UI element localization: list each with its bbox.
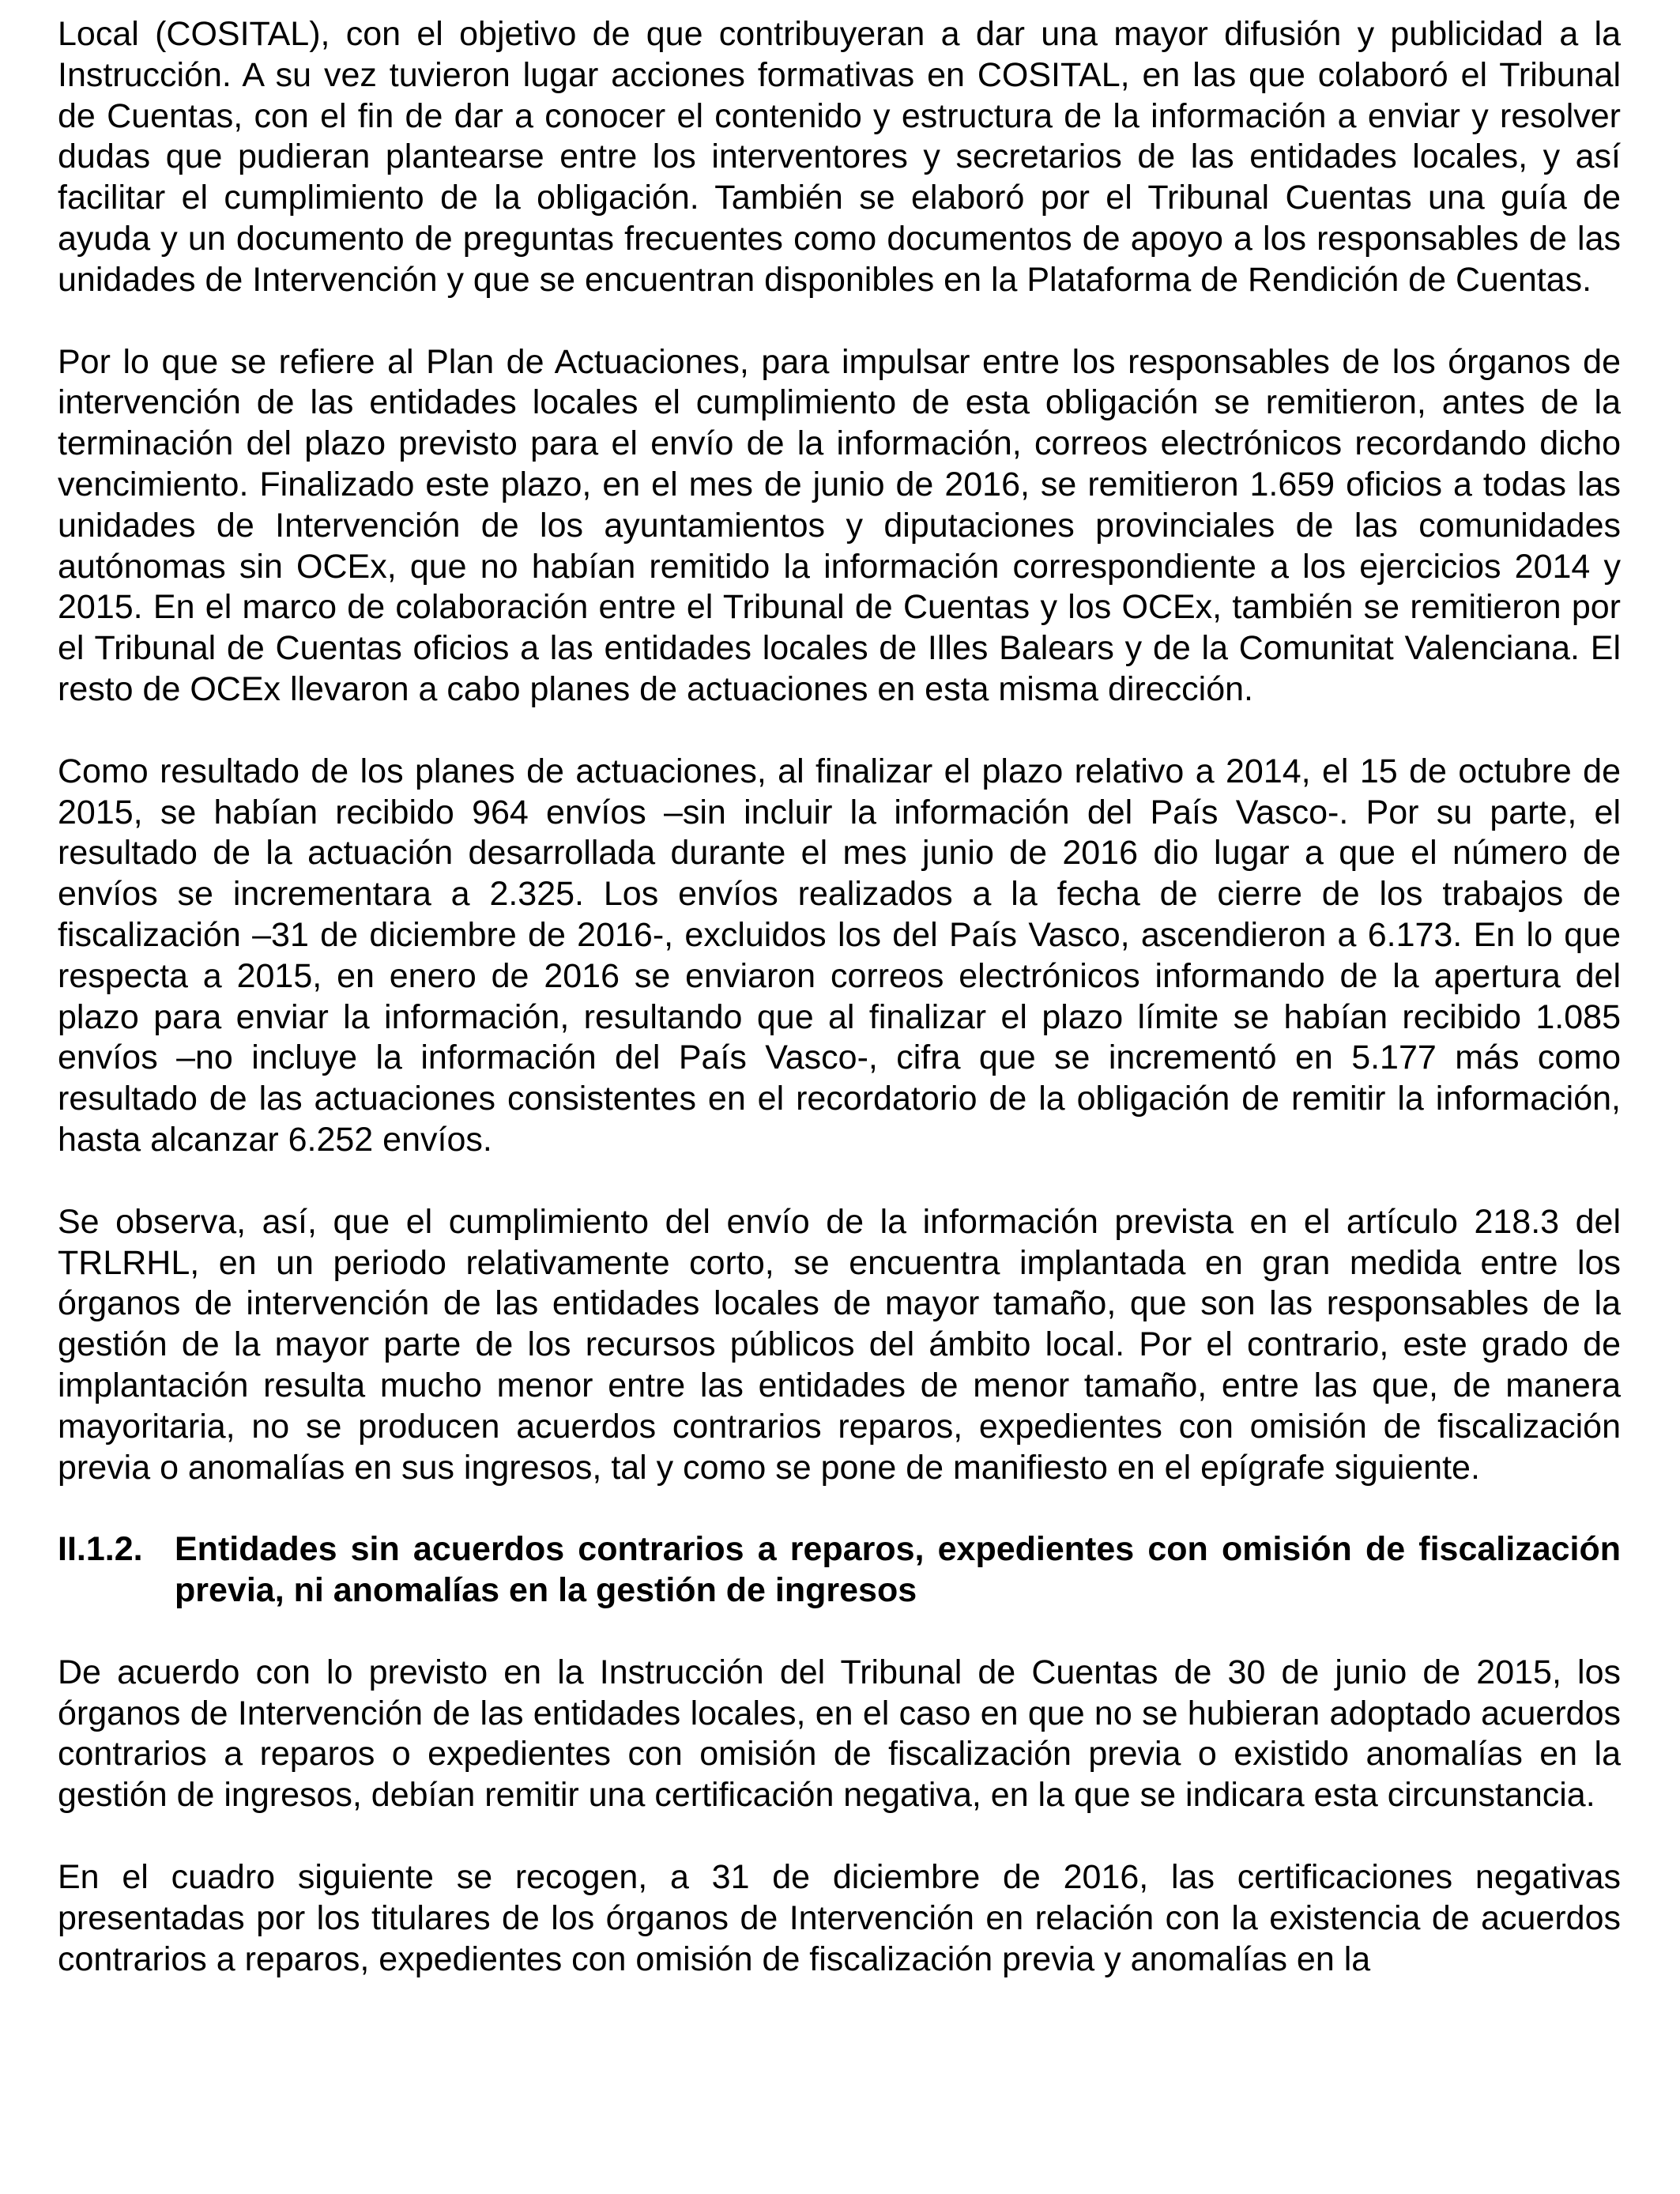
paragraph-cosital: Local (COSITAL), con el objetivo de que contribuyeran a dar una mayor difusión y publicidad a la Instrucción. A su vez tuvieron lugar acciones formativas en COSITAL, en las que colaboró el Tribunal de Cuentas, con el fin de dar a conocer el contenido y estructura de la información a enviar y resolver dudas que pudieran plantearse entre los interventores y secretarios de las entidades locales, y así facilitar el cumplimiento de la obligación. También se elaboró por el Tribunal Cuentas una guía de ayuda y un documento de preguntas frecuentes como documentos de apoyo a los responsables de las unidades de Intervención y que se encuentran disponibles en la Plataforma de Rendición de Cuentas.: [58, 15, 1621, 299]
section-title: Entidades sin acuerdos contrarios a reparos, expedientes con omisión de fiscalización previa, ni anomalías en la gestión de ingresos: [175, 1530, 1621, 1610]
paragraph-instruccion: De acuerdo con lo previsto en la Instrucción del Tribunal de Cuentas de 30 de junio de 2015, los órganos de Intervención de las entidades locales, en el caso en que no se hubieran adoptado acuerdos contrarios a reparos o expedientes con omisión de fiscalización previa o existido anomalías en la gestión de ingresos, debían remitir una certificación negativa, en la que se indicara esta circunstancia.: [58, 1653, 1621, 1815]
paragraph-observacion: Se observa, así, que el cumplimiento del envío de la información prevista en el artículo 218.3 del TRLRHL, en un periodo relativamente corto, se encuentra implantada en gran medida entre los órganos de intervención de las entidades locales de mayor tamaño, que son las responsables de la gestión de la mayor parte de los recursos públicos del ámbito local. Por el contrario, este grado de implantación resulta mucho menor entre las entidades de menor tamaño, entre las que, de manera mayoritaria, no se producen acuerdos contrarios reparos, expedientes con omisión de fiscalización previa o anomalías en sus ingresos, tal y como se pone de manifiesto en el epígrafe siguiente.: [58, 1202, 1621, 1487]
paragraph-resultado-envios: Como resultado de los planes de actuaciones, al finalizar el plazo relativo a 2014, el 15 de octubre de 2015, se habían recibido 964 envíos –sin incluir la información del País Vasco-. Por su parte, el resultado de la actuación desarrollada durante el mes junio de 2016 dio lugar a que el número de envíos se incrementara a 2.325. Los envíos realizados a la fecha de cierre de los trabajos de fiscalización –31 de diciembre de 2016-, excluidos los del País Vasco, ascendieron a 6.173. En lo que respecta a 2015, en enero de 2016 se enviaron correos electrónicos informando de la apertura del plazo para enviar la información, resultando que al finalizar el plazo límite se habían recibido 1.085 envíos –no incluye la información del País Vasco-, cifra que se incrementó en 5.177 más como resultado de las actuaciones consistentes en el recordatorio de la obligación de remitir la información, hasta alcanzar 6.252 envíos.: [58, 752, 1621, 1159]
paragraph-cuadro-intro: En el cuadro siguiente se recogen, a 31 de diciembre de 2016, las certificaciones negativas presentadas por los titulares de los órganos de Intervención en relación con la existencia de acuerdos contrarios a reparos, expedientes con omisión de fiscalización previa y anomalías en la: [58, 1858, 1621, 1978]
paragraph-plan-actuaciones: Por lo que se refiere al Plan de Actuaciones, para impulsar entre los responsables de los órganos de intervención de las entidades locales el cumplimiento de esta obligación se remitieron, antes de la terminación del plazo previsto para el envío de la información, correos electrónicos recordando dicho vencimiento. Finalizado este plazo, en el mes de junio de 2016, se remitieron 1.659 oficios a todas las unidades de Intervención de los ayuntamientos y diputaciones provinciales de las comunidades autónomas sin OCEx, que no habían remitido la información correspondiente a los ejercicios 2014 y 2015. En el marco de colaboración entre el Tribunal de Cuentas y los OCEx, también se remitieron por el Tribunal de Cuentas oficios a las entidades locales de Illes Balears y de la Comunitat Valenciana. El resto de OCEx llevaron a cabo planes de actuaciones en esta misma dirección.: [58, 342, 1621, 708]
section-heading: [58, 1529, 1621, 1612]
section-number: II.1.2.: [58, 1530, 143, 1569]
document-page: [58, 14, 1621, 2021]
